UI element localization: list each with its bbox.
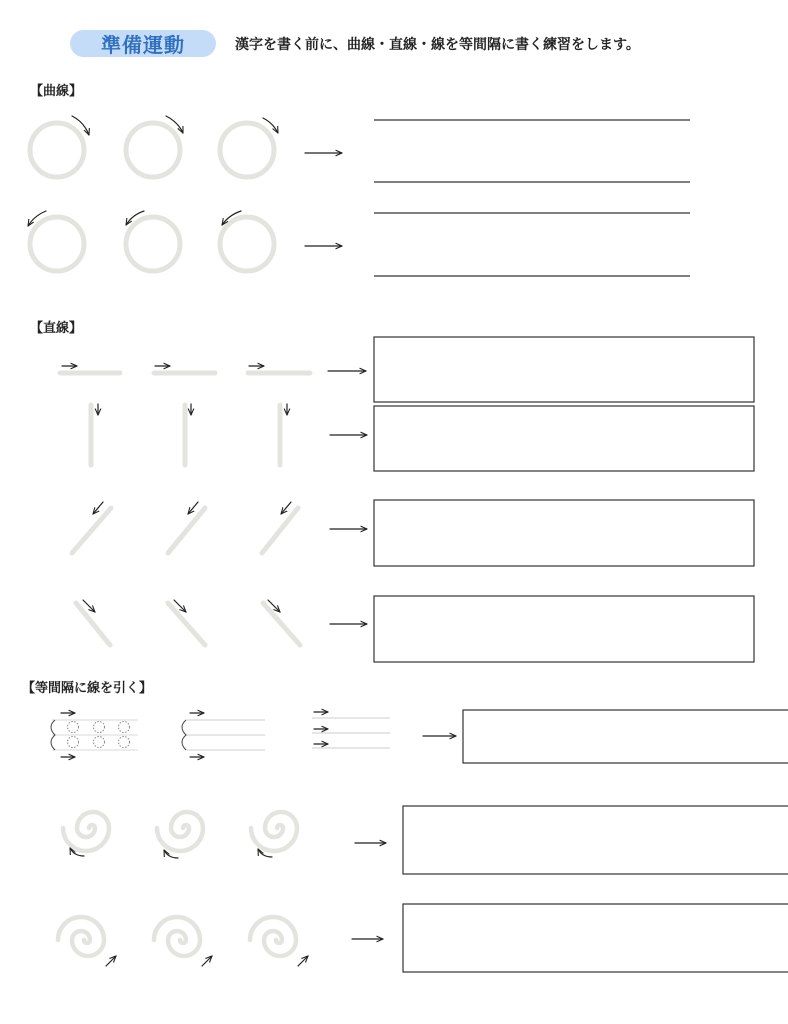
straight-row-vertical [91, 404, 754, 471]
diagonal-line-trace [262, 508, 298, 553]
spiral-arrow-icon [202, 956, 212, 966]
practice-box[interactable] [374, 337, 754, 402]
practice-box[interactable] [403, 904, 788, 972]
spiral-arrow-icon [298, 956, 308, 966]
diagonal-line-trace [168, 508, 205, 553]
spacing-row-spirals-outward [58, 904, 788, 972]
straight-row-horizontal [60, 337, 754, 402]
page-description: 漢字を書く前に、曲線・直線・線を等間隔に書く練習をします。 [235, 37, 640, 53]
page-title: 準備運動 [70, 30, 216, 57]
practice-box[interactable] [374, 500, 754, 566]
circle-trace [30, 217, 84, 271]
curve-row-counterclockwise [28, 211, 690, 276]
practice-box[interactable] [463, 710, 788, 763]
practice-box[interactable] [403, 806, 788, 874]
spacing-lines-trace [182, 713, 265, 757]
spacing-row-lines [51, 710, 788, 763]
practice-box[interactable] [374, 406, 754, 471]
circle-trace [220, 123, 274, 177]
diagonal-line-trace [263, 603, 300, 645]
arrow-down-left-icon [93, 502, 103, 514]
arrow-down-left-icon [281, 502, 291, 514]
spacing-row-spirals [63, 806, 788, 874]
section-heading-spacing: 【等間隔に線を引く】 [22, 681, 153, 696]
circle-trace [30, 123, 84, 177]
circle-trace [126, 217, 180, 271]
spiral-trace [154, 917, 200, 956]
diagonal-line-trace [72, 508, 111, 553]
practice-box[interactable] [374, 596, 754, 662]
arrow-down-left-icon [188, 502, 198, 514]
spiral-trace [251, 812, 297, 851]
straight-row-diagonal-left [72, 500, 754, 566]
curve-row-clockwise [30, 116, 690, 182]
spiral-arrow-icon [106, 956, 116, 966]
straight-row-diagonal-right [76, 596, 754, 662]
spiral-trace [250, 917, 296, 956]
circle-trace [220, 217, 274, 271]
circle-trace [126, 123, 180, 177]
spacing-circles-trace [51, 713, 138, 757]
diagonal-line-trace [168, 603, 205, 645]
spiral-trace [58, 917, 104, 956]
section-heading-curves: 【曲線】 [30, 84, 83, 99]
spacing-arrows-trace [312, 712, 390, 748]
spiral-trace [157, 812, 203, 851]
section-heading-straight: 【直線】 [30, 321, 83, 336]
spiral-trace [63, 812, 109, 851]
